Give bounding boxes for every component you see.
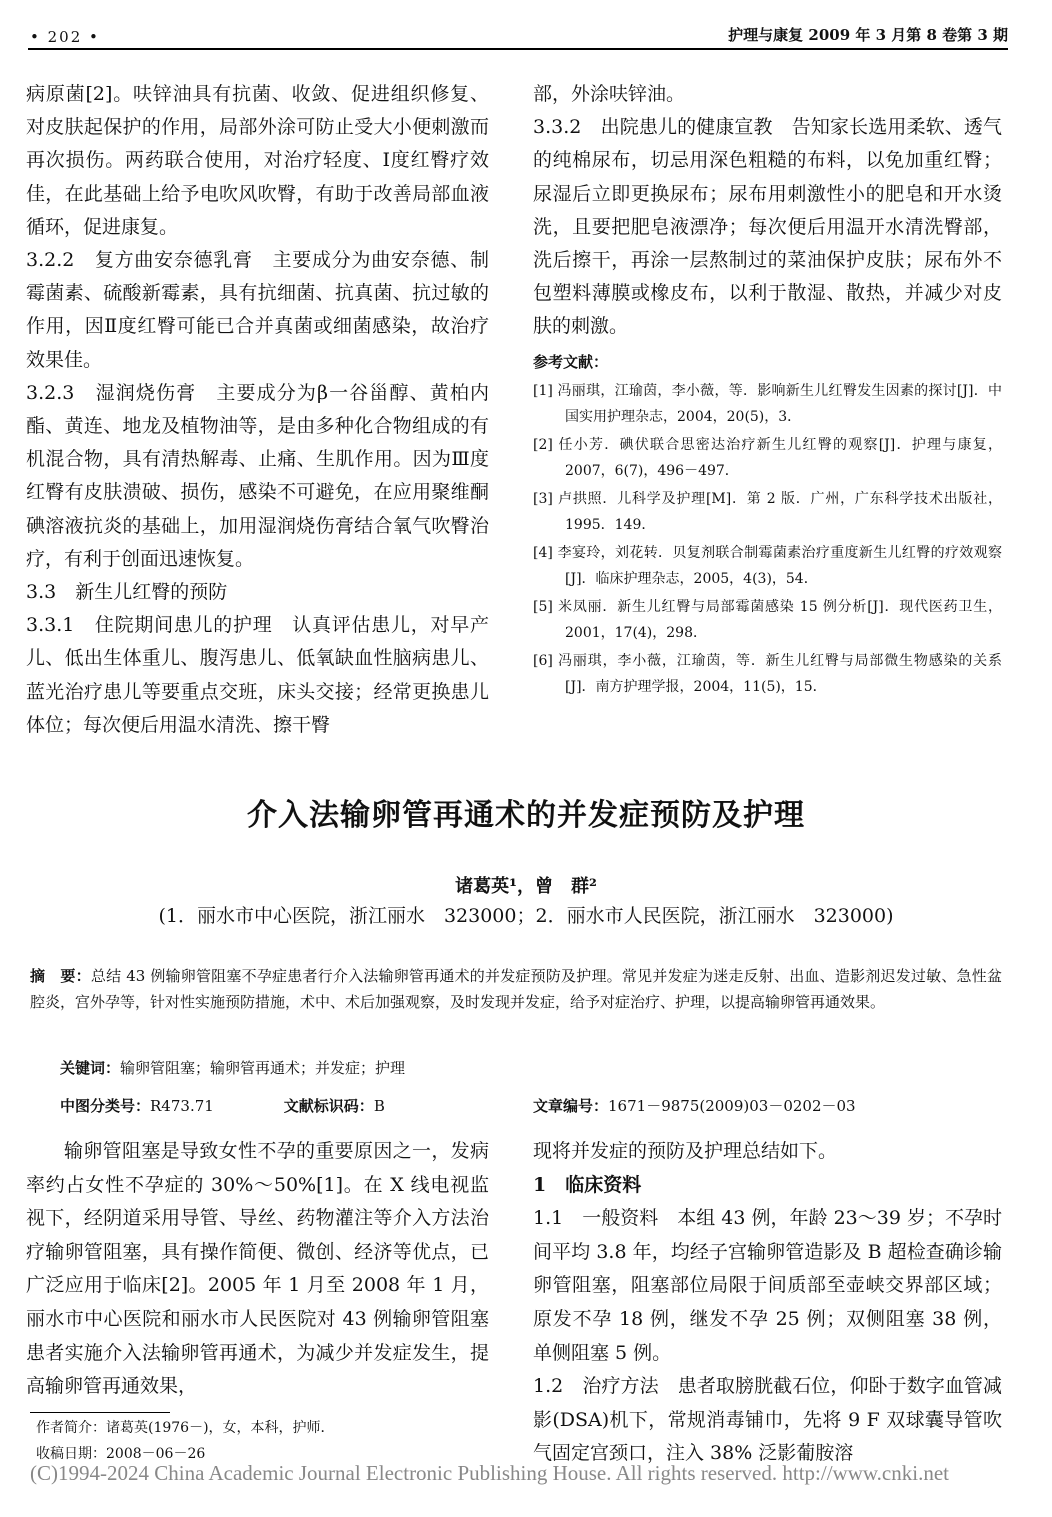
author-intro-footnote: 作者简介：诸葛英(1976－)，女，本科，护师． [36, 1420, 335, 1436]
section-3-3-1: 3.3.1 住院期间患儿的护理 认真评估患儿，对早产儿、低出生体重儿、腹泻患儿、低氧缺血性脑病患儿、蓝光治疗患儿等要重点交班，床头交接；经常更换患儿体位；每次便后用温水清洗、擦干臀 [26, 614, 489, 736]
reference-item: [2] 任小芳．碘伏联合思密达治疗新生儿红臀的观察[J]．护理与康复，2007，6(7)，496－497． [533, 436, 1002, 479]
section-3-3-2: 3.3.2 出院患儿的健康宣教 告知家长选用柔软、透气的纯棉尿布，切忌用深色粗糙的布料，以免加重红臀；尿湿后立即更换尿布；尿布用刺激性小的肥皂和开水烫洗，且要把肥皂液漂净；每次便后用温开水清洗臀部，洗后擦干，再涂一层熬制过的菜油保护皮肤；尿布外不包塑料薄膜或橡皮布，以利于散湿、散热，并减少对皮肤的刺激。 [533, 116, 1002, 338]
abstract-text: 总结 43 例输卵管阻塞不孕症患者行介入法输卵管再通术的并发症预防及护理。常见并发症为迷走反射、出血、造影剂迟发过敏、急性盆腔炎，宫外孕等，针对性实施预防措施，术中、术后加强观察，及时发现并发症，给予对症治疗、护理，以提高输卵管再通效果。 [30, 967, 1002, 1011]
doc-code-label: 文献标识码： [283, 1097, 374, 1115]
reference-item: [5] 米凤丽．新生儿红臀与局部霉菌感染 15 例分析[J]．现代医药卫生，2001，17(4)，298． [533, 598, 1002, 641]
intro-paragraph: 输卵管阻塞是导致女性不孕的重要原因之一，发病率约占女性不孕症的 30%～50%[1]。在 X 线电视监视下，经阴道采用导管、导丝、药物灌注等介入方法治疗输卵管阻塞，具有操作简便、微创、经济等优点，已广泛应用于临床[2]。2005 年 1 月至 2008 年 1 月，丽水市中心医院和丽水市人民医院对 43 例输卵管阻塞患者实施介入法输卵管再通术，为减少并发症发生，提高输卵管再通效果， [26, 1140, 489, 1398]
section-1-heading: 1 临床资料 [533, 1173, 642, 1196]
top-right-column [533, 78, 1002, 702]
classification-line [60, 1095, 385, 1116]
paragraph: 病原菌[2]。呋锌油具有抗菌、收敛、促进组织修复、对皮肤起保护的作用，局部外涂可防止受大小便刺激而再次损伤。两药联合使用，对治疗轻度、Ⅰ度红臀疗效佳，在此基础上给予电吹风吹臀，有助于改善局部血液循环，促进康复。 [26, 83, 489, 238]
footnote-rule [30, 1412, 170, 1413]
article-affiliation: (1．丽水市中心医院，浙江丽水 323000；2．丽水市人民医院，浙江丽水 323000) [158, 905, 894, 927]
section-3-3-heading: 3.3 新生儿红臀的预防 [26, 581, 228, 604]
section-1-2: 1.2 治疗方法 患者取膀胱截石位，仰卧于数字血管减影(DSA)机下，常规消毒铺巾，先将 9 F 双球囊导管吹气固定宫颈口，注入 38% 泛影葡胺溶 [533, 1375, 1002, 1465]
body-right-column [533, 1135, 1002, 1471]
page-number: • 202 • [30, 28, 100, 46]
body-left-column [26, 1135, 489, 1404]
class-label: 中图分类号： [60, 1097, 151, 1115]
keywords-text: 输卵管阻塞；输卵管再通术；并发症；护理 [120, 1059, 406, 1077]
section-1-1: 1.1 一般资料 本组 43 例，年龄 23～39 岁；不孕时间平均 3.8 年，均经子宫输卵管造影及 B 超检查确诊输卵管阻塞，阻塞部位局限于间质部至壶峡交界部区域；原发不孕 18 例，继发不孕 25 例；双侧阻塞 38 例，单侧阻塞 5 例。 [533, 1207, 1002, 1364]
reference-item: [4] 李宴玲，刘花转．贝复剂联合制霉菌素治疗重度新生儿红臀的疗效观察[J]．临床护理杂志，2005，4(3)，54． [533, 544, 1002, 587]
reference-item: [6] 冯丽琪，李小薇，江瑜茵，等．新生儿红臀与局部微生物感染的关系[J]．南方护理学报，2004，11(5)，15． [533, 652, 1002, 695]
article-number-label: 文章编号： [533, 1097, 609, 1115]
reference-item: [3] 卢拱照．儿科学及护理[M]．第 2 版．广州，广东科学技术出版社，1995．149． [533, 490, 1002, 533]
abstract-label: 摘 要： [30, 967, 91, 985]
copyright-watermark: (C)1994-2024 China Academic Journal Electronic Publishing House. All rights reserved. http://www.cnki.net [30, 1461, 949, 1485]
reference-item: [1] 冯丽琪，江瑜茵，李小薇，等．影响新生儿红臀发生因素的探讨[J]．中国实用护理杂志，2004，20(5)，3． [533, 382, 1002, 425]
keywords [60, 1057, 405, 1078]
doc-code-value: B [373, 1097, 385, 1115]
references-title: 参考文献： [533, 352, 609, 371]
section-3-2-3: 3.2.3 湿润烧伤膏 主要成分为β一谷甾醇、黄柏内酯、黄连、地龙及植物油等，是由多种化合物组成的有机混合物，具有清热解毒、止痛、生肌作用。因为Ⅲ度红臀有皮肤溃破、损伤，感染不可避免，在应用聚维酮碘溶液抗炎的基础上，加用湿润烧伤膏结合氧气吹臀治疗，有利于创面迅速恢复。 [26, 381, 489, 570]
article-authors: 诸葛英¹，曾 群² [455, 876, 597, 897]
keywords-label: 关键词： [60, 1059, 121, 1077]
paragraph: 部，外涂呋锌油。 [533, 83, 686, 105]
article-number [533, 1095, 856, 1116]
article-number-value: 1671－9875(2009)03－0202－03 [608, 1097, 856, 1115]
class-value: R473.71 [150, 1097, 214, 1115]
received-date-footnote: 收稿日期：2008－06－26 [36, 1446, 206, 1462]
top-left-column [26, 78, 489, 742]
abstract [30, 963, 1002, 1015]
paragraph: 现将并发症的预防及护理总结如下。 [533, 1140, 838, 1162]
header-rule [28, 48, 1008, 50]
article-title: 介入法输卵管再通术的并发症预防及护理 [247, 798, 805, 833]
section-3-2-2: 3.2.2 复方曲安奈德乳膏 主要成分为曲安奈德、制霉菌素、硫酸新霉素，具有抗细菌、抗真菌、抗过敏的作用，因Ⅱ度红臀可能已合并真菌或细菌感染，故治疗效果佳。 [26, 249, 489, 371]
journal-header: 护理与康复 2009 年 3 月第 8 卷第 3 期 [728, 26, 1008, 44]
